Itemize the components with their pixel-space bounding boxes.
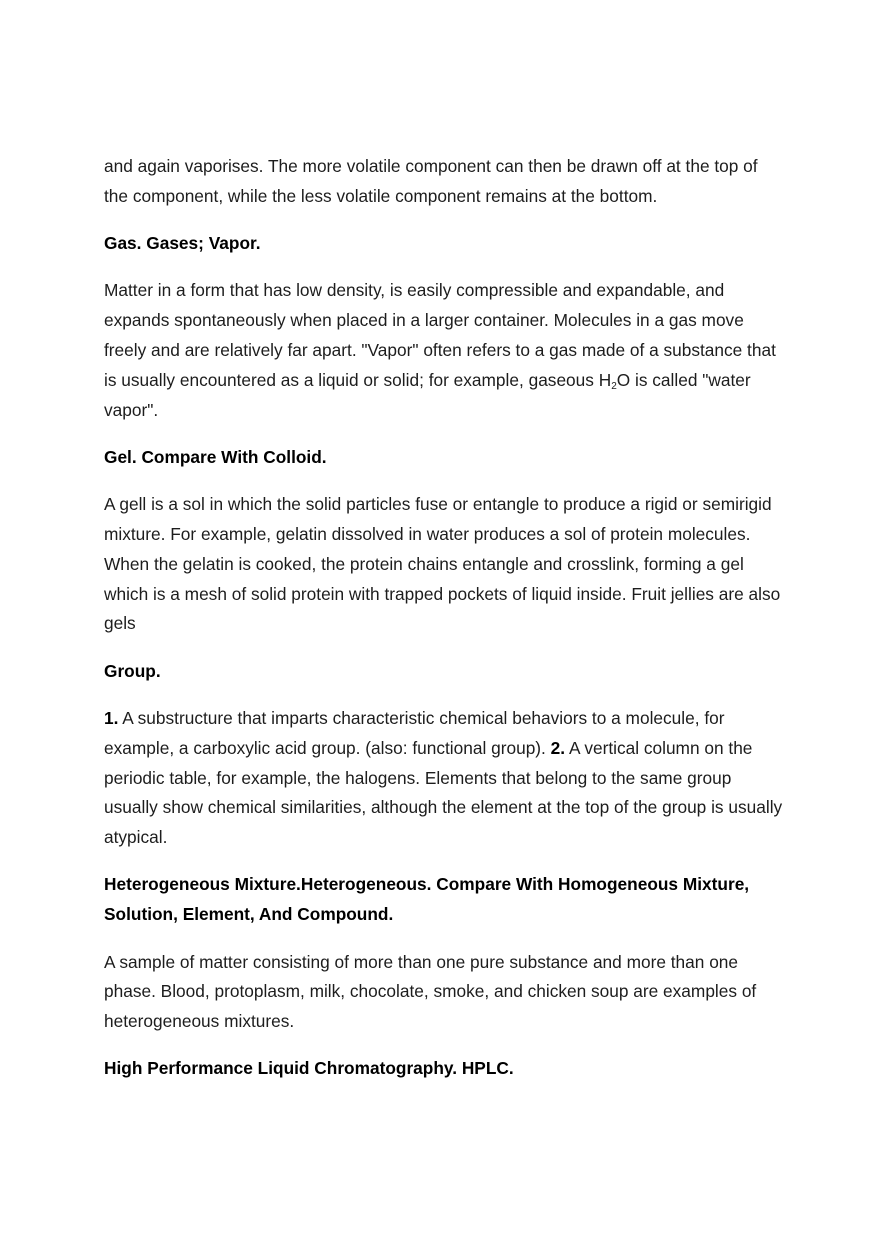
group-marker-1: 1. [104, 707, 119, 728]
gas-definition [104, 276, 784, 425]
group-definition-2: A vertical column on the periodic table, for example, the halogens. Elements that belong to the same group usually show chemical similarities, although the element at the top of the group is usually atypical. [104, 737, 783, 848]
gel-heading: Gel. Compare With Colloid. [104, 446, 327, 467]
heterogeneous-heading: Heterogeneous Mixture.Heterogeneous. Compare With Homogeneous Mixture, Solution, Element, And Compound. [104, 874, 750, 925]
group-marker-2: 2. [550, 737, 566, 758]
hplc-heading: High Performance Liquid Chromatography. HPLC. [104, 1058, 514, 1079]
gas-text-before-subscript: Matter in a form that has low density, is easily compressible and expandable, and expands spontaneously when placed in a larger container. Molecules in a gas move freely and are relatively far apart. "Vapor" often refers to a gas made of a substance that is usually encountered as a liquid or solid; for example, gaseous H [104, 280, 776, 390]
group-definition-1: A substructure that imparts characteristic chemical behaviors to a molecule, for example, a carboxylic acid group. (also: functional group). [104, 707, 725, 758]
gas-heading: Gas. Gases; Vapor. [104, 233, 261, 254]
heterogeneous-definition: A sample of matter consisting of more than one pure substance and more than one phase. Blood, protoplasm, milk, chocolate, smoke, and chicken soup are examples of heterogeneous mixtures. [104, 951, 757, 1032]
gas-subscript: 2 [611, 380, 617, 392]
document-page [104, 152, 784, 1102]
group-definition [104, 704, 784, 853]
group-heading: Group. [104, 660, 161, 681]
intro-paragraph: and again vaporises. The more volatile component can then be drawn off at the top of the component, while the less volatile component remains at the bottom. [104, 156, 758, 206]
gas-text-after-subscript: O is called "water vapor". [104, 369, 751, 420]
gel-definition: A gell is a sol in which the solid particles fuse or entangle to produce a rigid or semirigid mixture. For example, gelatin dissolved in water produces a sol of protein molecules. When the gelatin is cooked, the protein chains entangle and crosslink, forming a gel which is a mesh of solid protein with trapped pockets of liquid inside. Fruit jellies are also gels [104, 494, 781, 634]
